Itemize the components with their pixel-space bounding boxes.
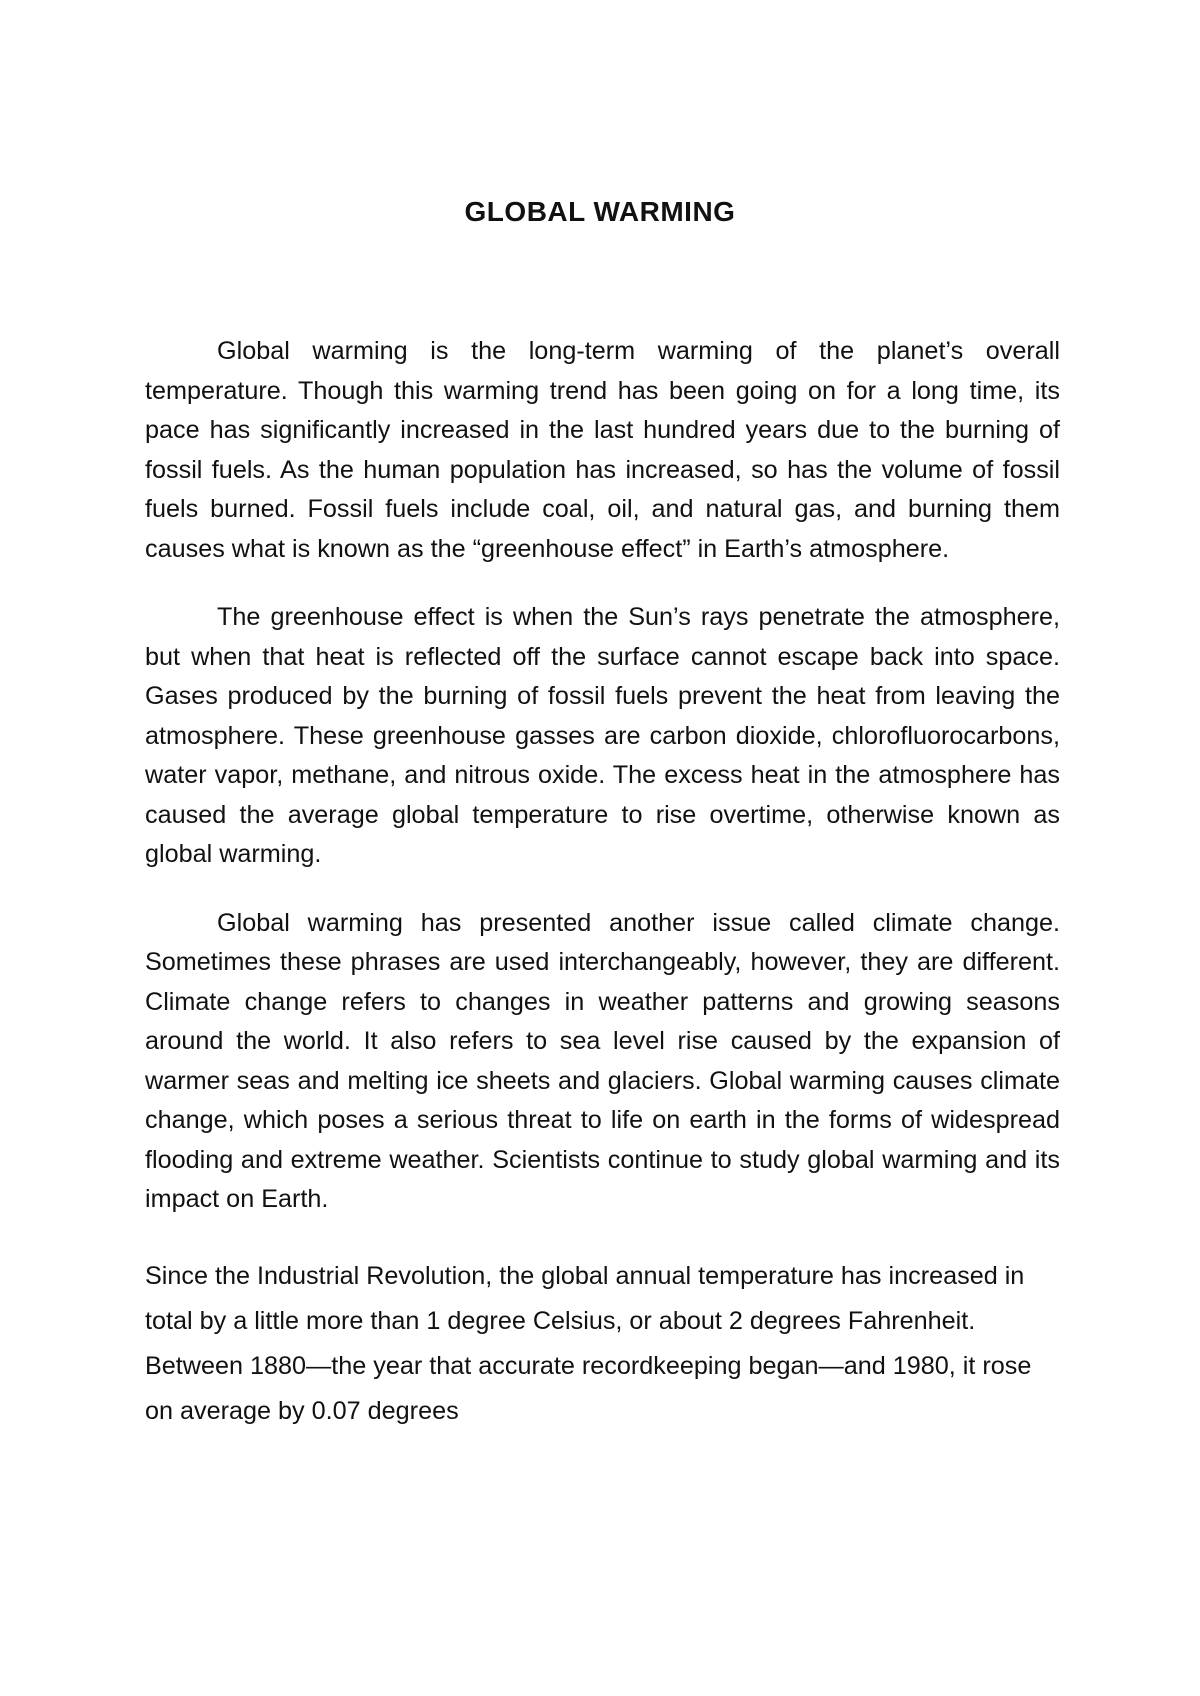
paragraph-intro: Global warming is the long-term warming of the planet’s overall temperature. Though this warming trend has been going on for a long time, its pace has significantly increased in the last hundred years due to the burning of fossil fuels. As the human population has increased, so has the volume of fossil fuels burned. Fossil fuels include coal, oil, and natural gas, and burning them causes what is known as the “greenhouse effect” in Earth’s atmosphere. [145, 337, 1060, 563]
document-title: GLOBAL WARMING [464, 196, 736, 227]
paragraph-temperature-rise: Since the Industrial Revolution, the global annual temperature has increased in total by a little more than 1 degree Celsius, or about 2 degrees Fahrenheit. Between 1880—the year that accurate recordkeeping began—and 1980, it rose on average by 0.07 degrees [145, 1261, 1032, 1425]
paragraph-climate-change: Global warming has presented another issue called climate change. Sometimes these phrases are used interchangeably, however, they are different. Climate change refers to changes in weather patterns and growing seasons around the world. It also refers to sea level rise caused by the expansion of warmer seas and melting ice sheets and glaciers. Global warming causes climate change, which poses a serious threat to life on earth in the forms of widespread flooding and extreme weather. Scientists continue to study global warming and its impact on Earth. [145, 908, 1060, 1213]
document-body [145, 332, 1060, 1434]
paragraph-greenhouse-effect: The greenhouse effect is when the Sun’s rays penetrate the atmosphere, but when that heat is reflected off the surface cannot escape back into space. Gases produced by the burning of fossil fuels prevent the heat from leaving the atmosphere. These greenhouse gasses are carbon dioxide, chlorofluorocarbons, water vapor, methane, and nitrous oxide. The excess heat in the atmosphere has caused the average global temperature to rise overtime, otherwise known as global warming. [145, 603, 1060, 868]
